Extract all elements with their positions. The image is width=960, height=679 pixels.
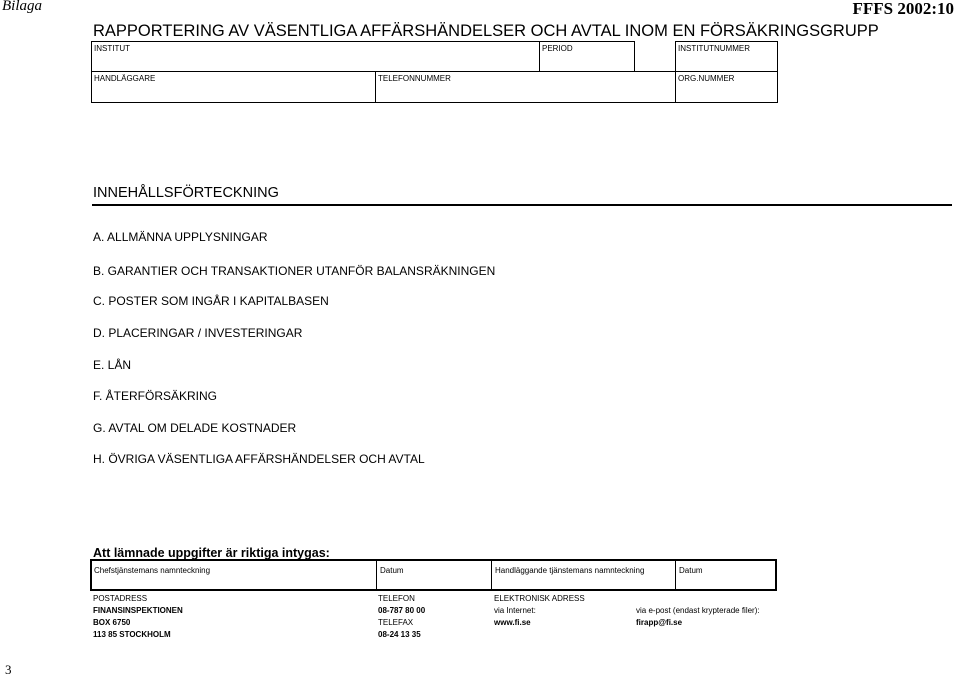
page-title: RAPPORTERING AV VÄSENTLIGA AFFÄRSHÄNDELSER OCH AVTAL INOM EN FÖRSÄKRINGSGRUPP <box>93 22 879 40</box>
website-link[interactable]: www.fi.se <box>494 618 531 627</box>
telefax-label: TELEFAX <box>378 618 414 627</box>
institutnummer-field[interactable] <box>675 41 778 72</box>
handlaggare-label: HANDLÄGGARE <box>94 74 156 83</box>
page-number: 3 <box>5 662 12 677</box>
postal-city: 113 85 STOCKHOLM <box>93 630 171 639</box>
org-name: FINANSINSPEKTIONEN <box>93 606 183 615</box>
attest-heading: Att lämnade uppgifter är riktiga intygas: <box>93 546 330 560</box>
bilaga-label: Bilaga <box>2 0 42 14</box>
toc-item-g[interactable]: G. AVTAL OM DELADE KOSTNADER <box>93 421 297 435</box>
datum-label-2: Datum <box>679 566 703 575</box>
institutnummer-label: INSTITUTNUMMER <box>678 44 750 53</box>
signature-divider <box>491 561 492 589</box>
datum-label-1: Datum <box>380 566 404 575</box>
telefonnummer-label: TELEFONNUMMER <box>378 74 451 83</box>
orgnummer-field[interactable] <box>675 71 778 103</box>
chef-signature-label: Chefstjänstemans namnteckning <box>94 566 211 575</box>
toc-divider <box>92 204 952 206</box>
period-label: PERIOD <box>542 44 573 53</box>
signature-divider <box>376 561 377 589</box>
box-address: BOX 6750 <box>93 618 131 627</box>
telefonnummer-field[interactable] <box>375 71 676 103</box>
toc-item-a[interactable]: A. ALLMÄNNA UPPLYSNINGAR <box>93 230 268 244</box>
telefax-number: 08-24 13 35 <box>378 630 421 639</box>
toc-item-e[interactable]: E. LÅN <box>93 358 132 372</box>
handlaggare-field[interactable] <box>91 71 376 103</box>
telefon-number: 08-787 80 00 <box>378 606 426 615</box>
toc-item-h[interactable]: H. ÖVRIGA VÄSENTLIGA AFFÄRSHÄNDELSER OCH AVTAL <box>93 452 425 466</box>
institut-label: INSTITUT <box>94 44 130 53</box>
signature-divider <box>675 561 676 589</box>
toc-item-d[interactable]: D. PLACERINGAR / INVESTERINGAR <box>93 326 303 340</box>
internet-label: via Internet: <box>494 606 536 615</box>
signature-box <box>90 559 777 591</box>
postadress-label: POSTADRESS <box>93 594 148 603</box>
toc-heading: INNEHÅLLSFÖRTECKNING <box>93 185 279 201</box>
email-link[interactable]: firapp@fi.se <box>636 618 683 627</box>
email-label: via e-post (endast krypterade filer): <box>636 606 760 615</box>
telefon-label: TELEFON <box>378 594 415 603</box>
toc-item-c[interactable]: C. POSTER SOM INGÅR I KAPITALBASEN <box>93 294 329 308</box>
elektronisk-adress-label: ELEKTRONISK ADRESS <box>494 594 585 603</box>
regulation-code: FFFS 2002:10 <box>852 0 954 18</box>
handl-signature-label: Handläggande tjänstemans namnteckning <box>495 566 645 575</box>
orgnummer-label: ORG.NUMMER <box>678 74 735 83</box>
toc-item-f[interactable]: F. ÅTERFÖRSÄKRING <box>93 389 218 403</box>
toc-item-b[interactable]: B. GARANTIER OCH TRANSAKTIONER UTANFÖR BALANSRÄKNINGEN <box>93 264 496 278</box>
institut-field[interactable] <box>91 41 540 72</box>
period-field[interactable] <box>539 41 635 72</box>
